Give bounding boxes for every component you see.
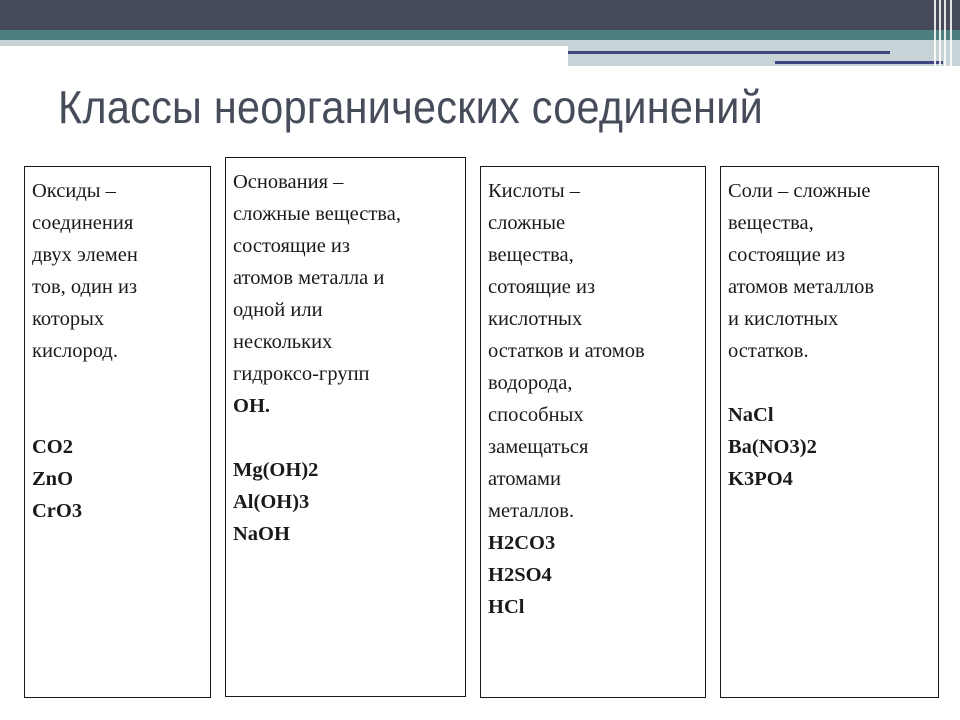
class-box-salts — [720, 166, 939, 698]
spacer — [728, 367, 932, 399]
header-accent-rule — [775, 61, 943, 64]
header-dark-band — [0, 0, 960, 30]
class-description: Соли – сложные вещества, состоящие из атомов металлов и кислотных остатков. — [728, 180, 875, 362]
formula: K3PO4 — [728, 468, 793, 490]
hydroxyl-group-label: ОН. — [233, 395, 271, 417]
header-accent-rule — [568, 51, 890, 54]
header-stripe — [950, 0, 952, 66]
formula: CrO3 — [32, 500, 83, 522]
formula: ZnO — [32, 468, 74, 490]
spacer — [32, 367, 204, 431]
class-box-acids — [480, 166, 706, 698]
formula: CO2 — [32, 436, 73, 458]
slide-title: Классы неорганических соединений — [58, 81, 764, 133]
class-description: Оксиды – соединения двух элемен тов, один из которых кислород. — [32, 180, 138, 362]
formula: NaOH — [233, 523, 290, 545]
formula: Al(OH)3 — [233, 491, 310, 513]
formula: NaCl — [728, 404, 774, 426]
class-box-bases — [225, 157, 466, 697]
formula: H2SO4 — [488, 564, 552, 586]
header-stripe — [939, 0, 941, 66]
class-description: Основания – сложные вещества, состоящие из атомов металла и одной или нескольких гидроксо-групп — [233, 171, 401, 385]
formula: HCl — [488, 596, 525, 618]
spacer — [233, 422, 459, 454]
header-stripe — [944, 0, 946, 66]
class-box-oxides — [24, 166, 211, 698]
formula: Ba(NO3)2 — [728, 436, 817, 458]
header-teal-band — [0, 30, 960, 40]
class-description: Кислоты – сложные вещества, сотоящие из кислотных остатков и атомов водорода, способных замещаться атомами металлов. — [488, 180, 645, 522]
formula: Mg(OH)2 — [233, 459, 319, 481]
formula: H2CO3 — [488, 532, 556, 554]
header-stripe — [934, 0, 936, 66]
